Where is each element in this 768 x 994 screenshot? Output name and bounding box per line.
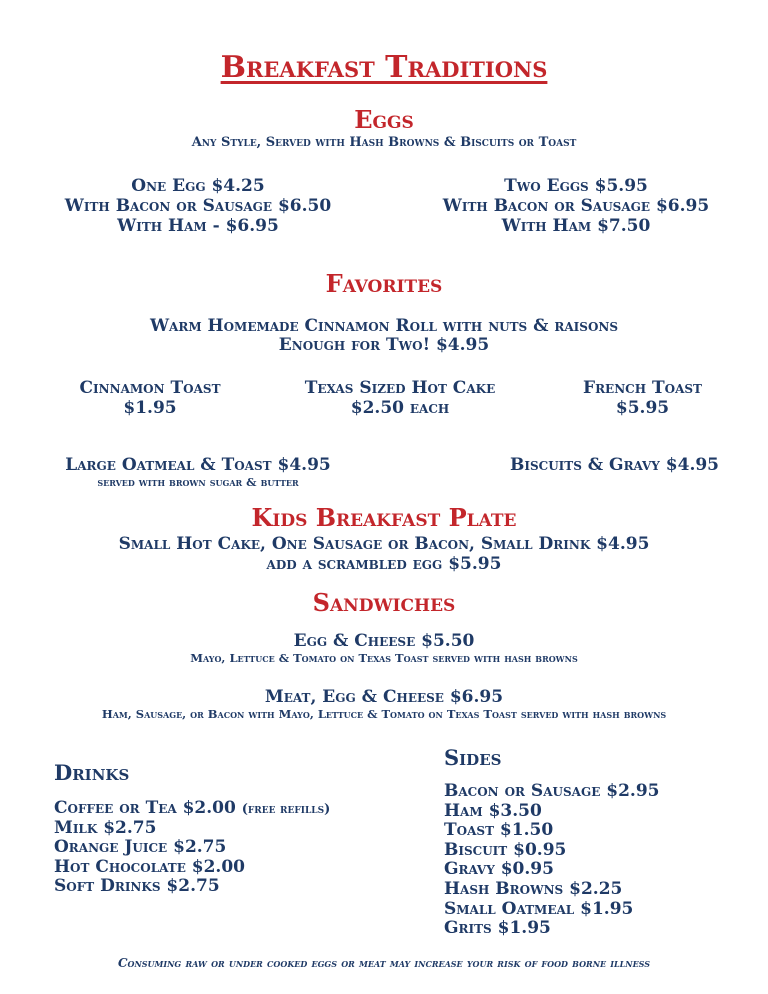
item-name: Cinnamon Toast [79, 378, 221, 398]
footer-warning: Consuming raw or under cooked eggs or meat may increase your risk of food borne illness [117, 956, 651, 970]
list-item: Biscuit $0.95 [444, 839, 567, 860]
menu-item: With Ham $7.50 [501, 216, 651, 236]
list-item [54, 799, 330, 819]
list-item: Soft Drinks $2.75 [54, 876, 220, 897]
eggs-left-column [38, 176, 358, 236]
kids-line1: Small Hot Cake, One Sausage or Bacon, Small Drink $4.95 [118, 534, 650, 554]
cinnamon-roll-line2: Enough for Two! $4.95 [278, 335, 490, 355]
list-item: Toast $1.50 [444, 820, 554, 841]
page-title: Breakfast Traditions [220, 50, 548, 85]
menu-item: One Egg $4.25 [131, 176, 265, 196]
menu-item: With Ham - $6.95 [117, 216, 279, 236]
biscuits-gravy-item: Biscuits & Gravy $4.95 [510, 455, 720, 475]
list-item: Bacon or Sausage $2.95 [444, 781, 660, 801]
eggs-heading: Eggs [354, 105, 414, 134]
item-price: $2.50 each [350, 398, 450, 418]
menu-item: Two Eggs $5.95 [504, 176, 648, 196]
drinks-list [54, 799, 330, 897]
kids-line2: add a scrambled egg $5.95 [266, 554, 502, 574]
menu-item: With Bacon or Sausage $6.95 [442, 196, 710, 216]
sides-list [444, 782, 660, 939]
drinks-heading: Drinks [54, 760, 130, 785]
coffee-note: (free refills) [241, 802, 331, 817]
list-item: Milk $2.75 [54, 817, 157, 838]
egg-cheese-note: Mayo, Lettuce & Tomato on Texas Toast served with hash browns [190, 651, 578, 665]
oatmeal-item [38, 455, 358, 489]
eggs-subtitle: Any Style, Served with Hash Browns & Biscuits or Toast [191, 135, 577, 150]
egg-cheese-item: Egg & Cheese $5.50 [293, 631, 475, 651]
coffee-item: Coffee or Tea $2.00 [54, 798, 236, 818]
sandwiches-heading: Sandwiches [312, 588, 456, 617]
list-item: Hash Browns $2.25 [444, 878, 623, 899]
list-item: Small Oatmeal $1.95 [444, 898, 634, 919]
eggs-right-column [416, 176, 736, 236]
list-item: Ham $3.50 [444, 800, 542, 821]
french-toast-item [545, 378, 740, 418]
item-name: French Toast [583, 378, 702, 398]
item-note: served with brown sugar & butter [97, 475, 299, 489]
item-name: Texas Sized Hot Cake [304, 378, 496, 398]
favorites-heading: Favorites [325, 269, 443, 298]
cinnamon-roll-line1: Warm Homemade Cinnamon Roll with nuts & raisons [149, 316, 619, 336]
meat-egg-cheese-note: Ham, Sausage, or Bacon with Mayo, Lettuce & Tomato on Texas Toast served with hash browns [101, 707, 667, 721]
kids-heading: Kids Breakfast Plate [251, 503, 517, 532]
list-item: Grits $1.95 [444, 918, 551, 939]
list-item: Gravy $0.95 [444, 859, 554, 880]
list-item: Hot Chocolate $2.00 [54, 856, 246, 877]
item-name: Large Oatmeal & Toast $4.95 [65, 455, 331, 475]
item-price: $1.95 [123, 398, 177, 418]
list-item: Orange Juice $2.75 [54, 837, 227, 858]
cinnamon-toast-item [40, 378, 260, 418]
meat-egg-cheese-item: Meat, Egg & Cheese $6.95 [264, 687, 504, 707]
menu-item: With Bacon or Sausage $6.50 [64, 196, 332, 216]
hot-cake-item [275, 378, 525, 418]
item-price: $5.95 [615, 398, 670, 418]
sides-heading: Sides [444, 745, 502, 770]
